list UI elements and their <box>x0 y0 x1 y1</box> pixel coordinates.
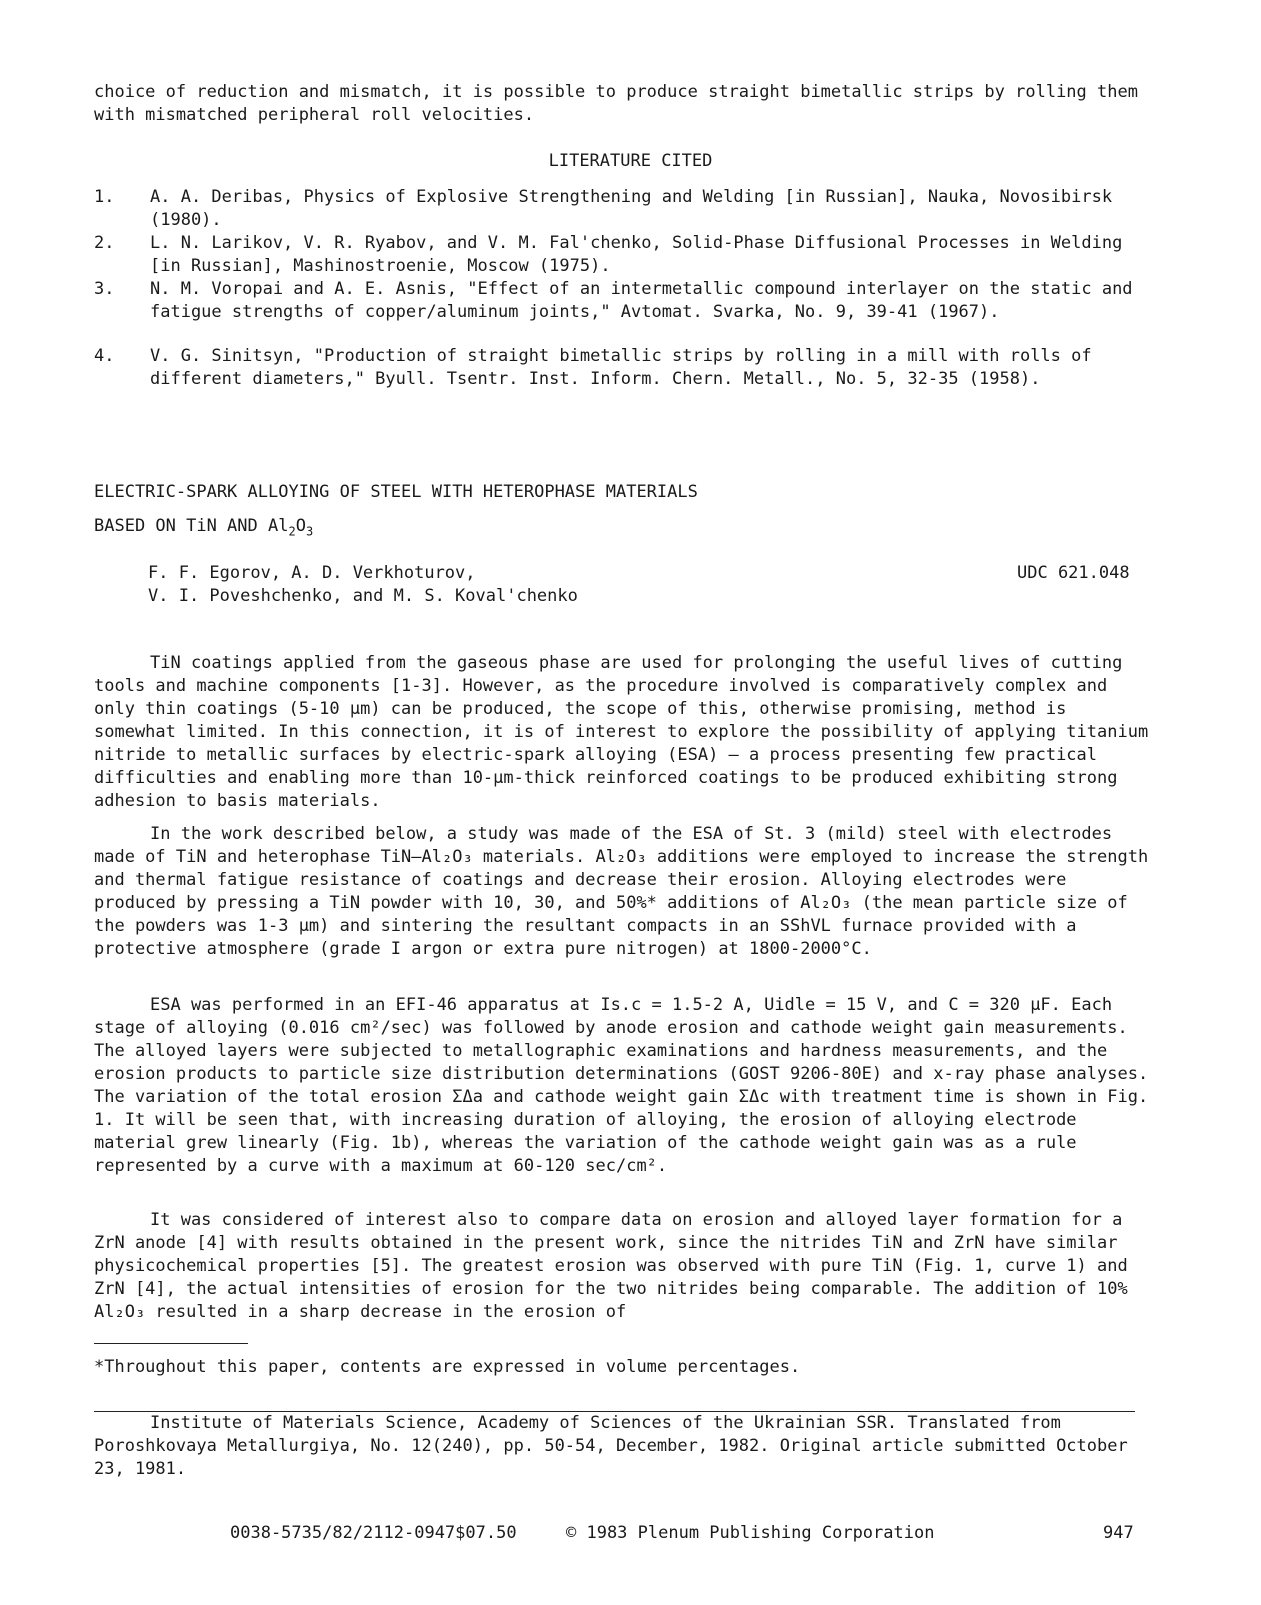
article-title-line-2 <box>94 515 313 538</box>
footnote-rule <box>94 1343 248 1344</box>
affiliation-note: Institute of Materials Science, Academy of Sciences of the Ukrainian SSR. Translated from Poroshkovaya Metallurgiya, No. 12(240), pp. 50-54, December, 1982. Original article submitted October 23, 1981. <box>94 1413 1128 1479</box>
reference-number: 3. <box>94 279 115 299</box>
reference-item <box>94 345 1156 414</box>
body-paragraph-2: In the work described below, a study was made of the ESA of St. 3 (mild) steel with electrodes made of TiN and heterophase TiN—Al₂O₃ materials. Al₂O₃ additions were employed to increase the strength and thermal fatigue resistance of coatings and decrease their erosion. Alloying electrodes were produced by pressing a TiN powder with 10, 30, and 50%* additions of Al₂O₃ (the mean particle size of the powders was 1-3 μm) and sintering the resultant compacts in an SShVL furnace provided with a protective atmosphere (grade I argon or extra pure nitrogen) at 1800-2000°C. <box>94 824 1149 959</box>
title-al: Al <box>268 516 289 536</box>
reference-text: V. G. Sinitsyn, "Production of straight bimetallic strips by rolling in a mill with rolls of different diameters," Byull. Tsentr. Inst. Inform. Chern. Metall., No. 5, 32-35 (1958). <box>150 346 1092 389</box>
footer-copyright: © 1983 Plenum Publishing Corporation <box>566 1523 935 1543</box>
body-paragraph-4: It was considered of interest also to compare data on erosion and alloyed layer formation for a ZrN anode [4] with results obtained in the present work, since the nitrides TiN and ZrN have similar physicochemical properties [5]. The greatest erosion was observed with pure TiN (Fig. 1, curve 1) and ZrN [4], the actual intensities of erosion for the two nitrides being comparable. The addition of 10% Al₂O₃ resulted in a sharp decrease in the erosion of <box>94 1210 1128 1322</box>
body-paragraph-1: TiN coatings applied from the gaseous phase are used for prolonging the useful lives of cutting tools and machine components [1-3]. However, as the procedure involved is comparatively complex and only thin coatings (5-10 μm) can be produced, the scope of this, otherwise promising, method is somewhat limited. In this connection, it is of interest to explore the possibility of applying titanium nitride to metallic surfaces by electric-spark alloying (ESA) — a process presenting few practical difficulties and enabling more than 10-μm-thick reinforced coatings to be produced exhibiting strong adhesion to basis materials. <box>94 653 1149 811</box>
udc-code: UDC 621.048 <box>1017 563 1130 583</box>
reference-number: 2. <box>94 233 115 253</box>
title-o: O <box>295 516 306 536</box>
reference-number: 1. <box>94 187 115 207</box>
reference-text: A. A. Deribas, Physics of Explosive Strengthening and Welding [in Russian], Nauka, Novosibirsk (1980). <box>150 187 1113 230</box>
page-number: 947 <box>1103 1523 1134 1543</box>
reference-item <box>94 278 1156 347</box>
title-sub-3: 3 <box>305 524 314 539</box>
footer-code: 0038-5735/82/2112-0947$07.50 <box>230 1523 517 1543</box>
body-paragraph-3: ESA was performed in an EFI-46 apparatus at Is.c = 1.5-2 A, Uidle = 15 V, and C = 320 μF. Each stage of alloying (0.016 cm²/sec) was followed by anode erosion and cathode weight gain measurements. The alloyed layers were subjected to metallographic examinations and hardness measurements, and the erosion products to particle size distribution determinations (GOST 9206-80E) and x-ray phase analyses. The variation of the total erosion ΣΔa and cathode weight gain ΣΔc with treatment time is shown in Fig. 1. It will be seen that, with increasing duration of alloying, the erosion of alloying electrode material grew linearly (Fig. 1b), whereas the variation of the cathode weight gain was as a rule represented by a curve with a maximum at 60-120 sec/cm². <box>94 995 1149 1176</box>
authors-line-2: V. I. Poveshchenko, and M. S. Koval'chenko <box>148 586 578 606</box>
reference-number: 4. <box>94 346 115 366</box>
intro-continuation: choice of reduction and mismatch, it is possible to produce straight bimetallic strips by rolling them with mismatched peripheral roll velocities. <box>94 82 1138 125</box>
article-title-line-1: ELECTRIC-SPARK ALLOYING OF STEEL WITH HETEROPHASE MATERIALS <box>94 482 698 502</box>
footnote: *Throughout this paper, contents are expressed in volume percentages. <box>94 1357 801 1377</box>
literature-heading: LITERATURE CITED <box>548 151 713 171</box>
title-sub-2: 2 <box>288 524 296 539</box>
reference-text: N. M. Voropai and A. E. Asnis, "Effect of an intermetallic compound interlayer on the static and fatigue strengths of copper/aluminum joints," Avtomat. Svarka, No. 9, 39-41 (1967). <box>150 279 1133 322</box>
title-text: BASED ON TiN AND <box>94 516 268 536</box>
reference-item <box>94 186 1156 232</box>
reference-item <box>94 232 1156 278</box>
authors-line-1: F. F. Egorov, A. D. Verkhoturov, <box>148 563 476 583</box>
reference-text: L. N. Larikov, V. R. Ryabov, and V. M. Fal'chenko, Solid-Phase Diffusional Processes in Welding [in Russian], Mashinostroenie, Moscow (1975). <box>150 233 1123 276</box>
